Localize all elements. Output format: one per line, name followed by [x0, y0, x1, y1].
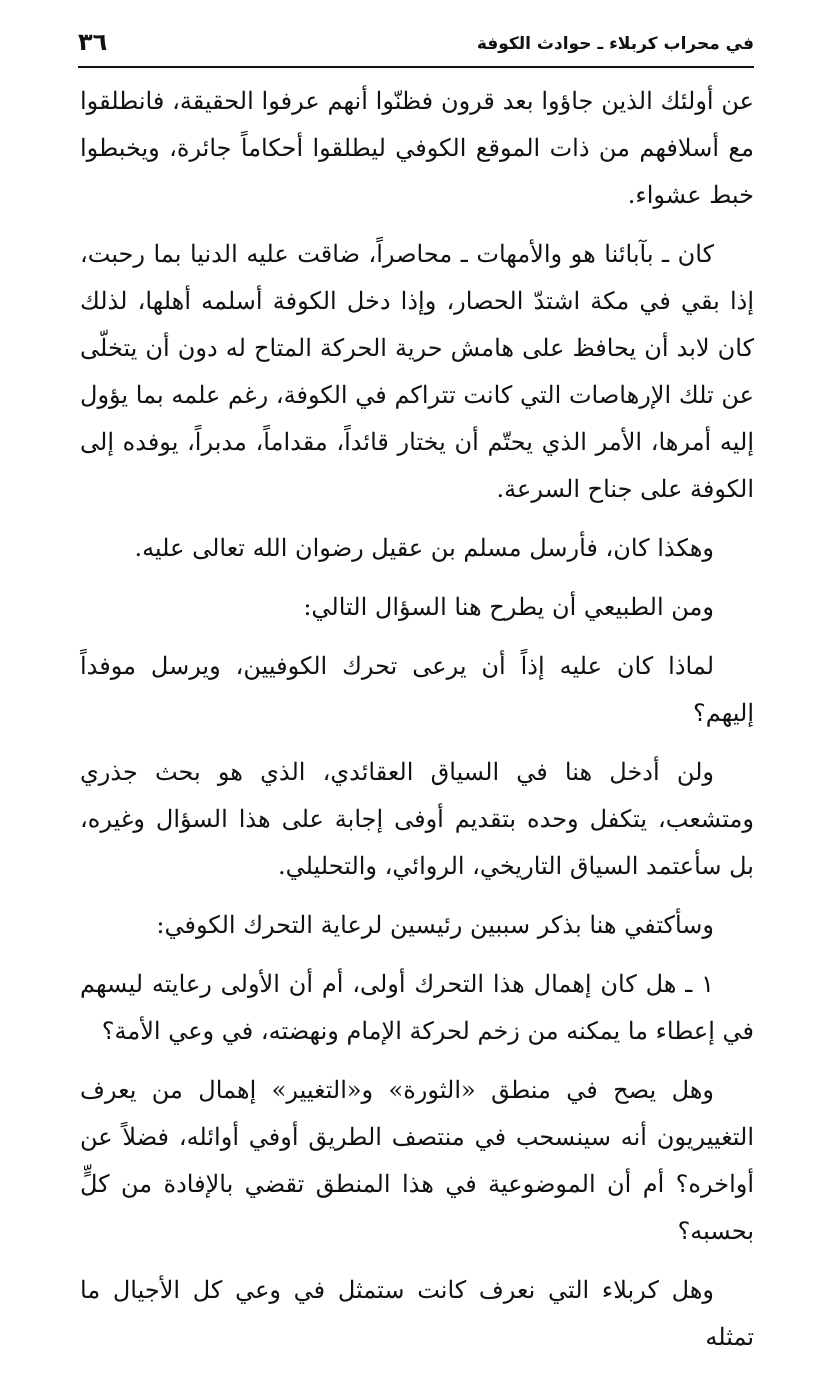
paragraph-2: كان ـ بآبائنا هو والأمهات ـ محاصراً، ضاقت عليه الدنيا بما رحبت، إذا بقي في مكة اشتدّ الحصار، وإذا دخل الكوفة أسلمه أهلها، لذلك كان لابد أن يحافظ على هامش حرية الحركة المتاح له دون أن يتخلّى عن تلك الإرهاصات التي كانت تتراكم في الكوفة، رغم علمه بما يؤول إليه أمرها، الأمر الذي يحتّم أن يختار قائداً، مقداماً، مدبراً، يوفده إلى الكوفة على جناح السرعة.: [80, 240, 754, 503]
paragraph-8: ١ ـ هل كان إهمال هذا التحرك أولى، أم أن الأولى رعايته ليسهم في إعطاء ما يمكنه من زخم لحركة الإمام ونهضته، في وعي الأمة؟: [80, 970, 754, 1045]
paragraph-7: وسأكتفي هنا بذكر سببين رئيسين لرعاية التحرك الكوفي:: [156, 911, 714, 939]
paragraph-9: وهل يصح في منطق «الثورة» و«التغيير» إهمال من يعرف التغييريون أنه سينسحب في منتصف الطريق أوفي أوائله، فضلاً عن أواخره؟ أم أن الموضوعية في هذا المنطق تقضي بالإفادة من كلٍّ بحسبه؟: [80, 1076, 754, 1245]
paragraph-4: ومن الطبيعي أن يطرح هنا السؤال التالي:: [303, 593, 714, 621]
page-body: [80, 78, 754, 1373]
running-title: في محراب كربلاء ـ حوادث الكوفة: [476, 34, 754, 54]
page-header: [78, 28, 754, 62]
paragraph-6: ولن أدخل هنا في السياق العقائدي، الذي هو بحث جذري ومتشعب، يتكفل وحده بتقديم أوفى إجابة على هذا السؤال وغيره، بل سأعتمد السياق التاريخي، الروائي، والتحليلي.: [80, 758, 754, 880]
paragraph-3: وهكذا كان، فأرسل مسلم بن عقيل رضوان الله تعالى عليه.: [134, 534, 714, 562]
page-number: ٣٦: [78, 28, 108, 56]
paragraph-5: لماذا كان عليه إذاً أن يرعى تحرك الكوفيين، ويرسل موفداً إليهم؟: [80, 652, 754, 727]
paragraph-1: عن أولئك الذين جاؤوا بعد قرون فظنّوا أنهم عرفوا الحقيقة، فانطلقوا مع أسلافهم من ذات الموقع الكوفي ليطلقوا أحكاماً جائرة، ويخبطوا خبط عشواء.: [80, 87, 755, 209]
paragraph-10: وهل كربلاء التي نعرف كانت ستمثل في وعي كل الأجيال ما تمثله: [80, 1276, 754, 1351]
header-divider: [78, 66, 754, 68]
